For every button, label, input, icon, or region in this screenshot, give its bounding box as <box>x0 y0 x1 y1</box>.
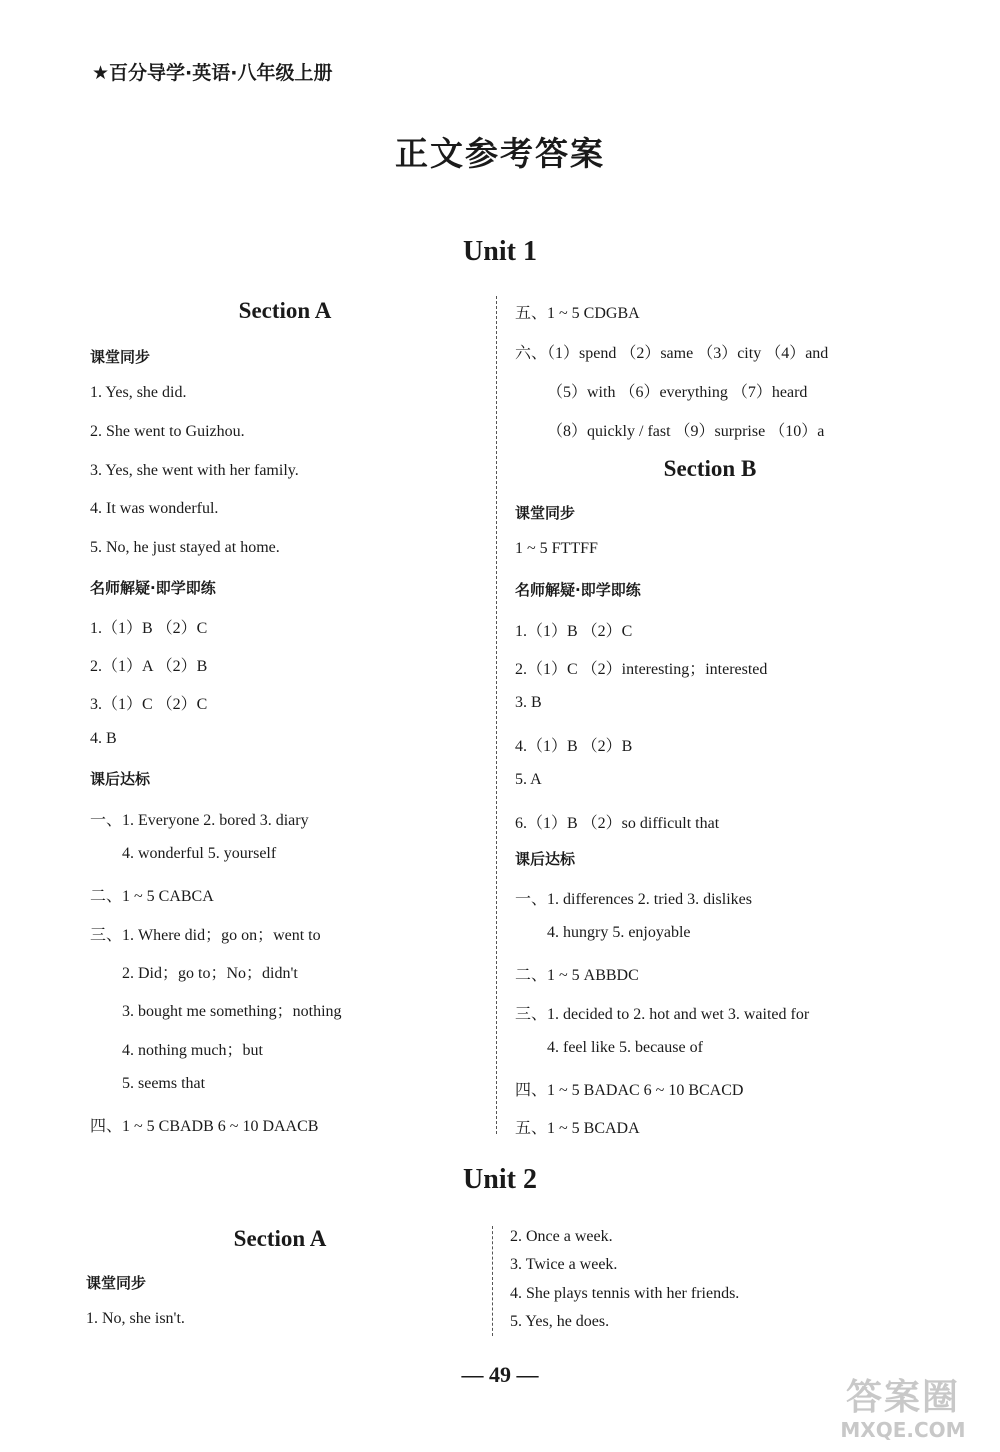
answer-line: 三、1. decided to 2. hot and wet 3. waited for <box>515 1006 810 1023</box>
answer-line: 3. B <box>515 694 542 711</box>
answer-line: 五、1 ~ 5 CDGBA <box>515 305 640 322</box>
answer-line: 5. No, he just stayed at home. <box>90 539 280 556</box>
unit-1-section-a-title: Section A <box>238 298 332 323</box>
answer-line: 5. Yes, he does. <box>510 1313 610 1330</box>
answer-line: 3. Twice a week. <box>510 1256 618 1273</box>
column-divider <box>492 1226 493 1336</box>
answer-line: 4. feel like 5. because of <box>547 1039 703 1056</box>
answer-line: 2. Once a week. <box>510 1228 613 1245</box>
answer-line: 六、（1）spend （2）same （3）city （4）and <box>515 345 829 362</box>
answer-line: 1. No, she isn't. <box>86 1310 185 1327</box>
answer-line: 4. hungry 5. enjoyable <box>547 924 691 941</box>
answer-line: （5）with （6）everything （7）heard <box>547 384 808 401</box>
answer-line: 2.（1）C （2）interesting；interested <box>515 661 768 678</box>
answer-line: 4. wonderful 5. yourself <box>122 845 277 862</box>
section-heading: 名师解疑·即学即练 <box>515 581 641 599</box>
column-divider <box>496 296 497 1134</box>
answer-line: 一、1. Everyone 2. bored 3. diary <box>90 812 309 829</box>
section-heading: 课后达标 <box>515 850 576 868</box>
section-heading: 课堂同步 <box>86 1274 147 1292</box>
answer-line: （8）quickly / fast （9）surprise （10）a <box>547 423 825 440</box>
answer-line: 5. seems that <box>122 1075 206 1092</box>
answer-line: 四、1 ~ 5 BADAC 6 ~ 10 BCACD <box>515 1082 744 1099</box>
unit-2-section-a-title: Section A <box>233 1226 327 1251</box>
book-header: ★百分导学·英语·八年级上册 <box>92 62 333 84</box>
page-number: — 49 — <box>461 1362 539 1387</box>
watermark-logo <box>818 1378 988 1448</box>
answer-line: 1.（1）B （2）C <box>515 623 633 640</box>
page-title: 正文参考答案 <box>395 134 605 173</box>
answer-line: 四、1 ~ 5 CBADB 6 ~ 10 DAACB <box>90 1118 319 1135</box>
answer-line: 4.（1）B （2）B <box>515 738 633 755</box>
answer-line: 4. B <box>90 730 117 747</box>
watermark-url: MXQE.COM <box>840 1418 966 1442</box>
answer-line: 五、1 ~ 5 BCADA <box>515 1120 640 1137</box>
answer-line: 3. bought me something；nothing <box>122 1003 342 1020</box>
answer-line: 一、1. differences 2. tried 3. dislikes <box>515 891 752 908</box>
answer-line: 1. Yes, she did. <box>90 384 187 401</box>
answer-line: 2. She went to Guizhou. <box>90 423 245 440</box>
answer-line: 1 ~ 5 FTTFF <box>515 540 598 557</box>
section-heading: 课堂同步 <box>90 348 151 366</box>
section-heading: 课后达标 <box>90 770 151 788</box>
answer-line: 二、1 ~ 5 ABBDC <box>515 967 639 984</box>
answer-line: 2.（1）A （2）B <box>90 658 208 675</box>
answer-line: 6.（1）B （2）so difficult that <box>515 815 720 832</box>
answer-line: 5. A <box>515 771 542 788</box>
unit-1-title: Unit 1 <box>463 236 537 267</box>
unit-2-title: Unit 2 <box>463 1164 537 1195</box>
answer-line: 三、1. Where did；go on；went to <box>90 927 321 944</box>
answer-line: 1.（1）B （2）C <box>90 620 208 637</box>
answer-line: 2. Did；go to；No；didn't <box>122 965 298 982</box>
watermark-text: 答案圈 <box>845 1377 960 1418</box>
unit-1-section-b-title: Section B <box>663 456 757 481</box>
section-heading: 名师解疑·即学即练 <box>90 579 216 597</box>
answer-line: 4. She plays tennis with her friends. <box>510 1285 740 1302</box>
answer-line: 4. It was wonderful. <box>90 500 219 517</box>
answer-line: 3. Yes, she went with her family. <box>90 462 299 479</box>
answer-line: 二、1 ~ 5 CABCA <box>90 888 214 905</box>
section-heading: 课堂同步 <box>515 504 576 522</box>
answer-line: 3.（1）C （2）C <box>90 696 208 713</box>
answer-line: 4. nothing much；but <box>122 1042 263 1059</box>
